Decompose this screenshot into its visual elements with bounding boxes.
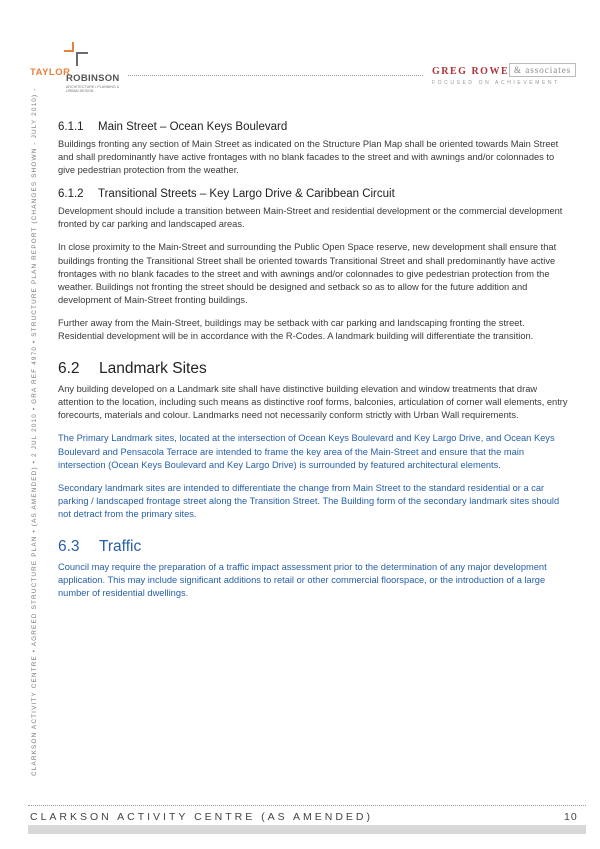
- greg-rowe-logo: GREG ROWE: [432, 66, 510, 77]
- heading-6-3: [58, 538, 570, 556]
- page-number: 10: [564, 811, 578, 823]
- section-number: 6.3: [58, 537, 80, 555]
- logo-name-robinson: ROBINSON: [66, 73, 120, 84]
- paragraph: In close proximity to the Main-Street and surrounding the Public Open Space reserve, new development shall ensure that buildings fronting the Transitional Street shall be oriented towards Transitional Street and shall predominantly have active frontages with no blank facades to the street and with awnings and/or colonnades to give pedestrian protection from the weather. Buildings not fronting the street should be designed and setback so as to allow for the future addition and development of Main-Street fronting buildings.: [58, 242, 557, 305]
- section-title: Transitional Streets – Key Largo Drive & Caribbean Circuit: [98, 188, 395, 201]
- logo-name-taylor: TAYLOR: [30, 67, 71, 78]
- section-title: Landmark Sites: [99, 360, 207, 378]
- page-content: [58, 120, 570, 610]
- paragraph: Further away from the Main-Street, buildings may be setback with car parking and landscaping fronting the street. Residential development will be in accordance with the R-Codes. A landmark building will differentiate the transition.: [58, 317, 534, 342]
- footer-title: CLARKSON ACTIVITY CENTRE (AS AMENDED): [30, 811, 374, 823]
- side-document-reference: CLARKSON ACTIVITY CENTRE • AGREED STRUCTURE PLAN • (AS AMENDED) • 2 JUL 2010 • GRA REF 4970 • STRUCTURE PLAN REPORT (CHANGES SHOWN - JULY 2010) -: [31, 87, 38, 776]
- logo-subline: ARCHITECTURE • PLANNING & URBAN DESIGN: [66, 85, 120, 94]
- section-title: Main Street – Ocean Keys Boulevard: [98, 121, 288, 133]
- heading-6-1-2: [58, 187, 570, 201]
- logo-mark-icon: [64, 42, 88, 68]
- heading-6-1-1: [58, 120, 570, 134]
- associates-box: & associates: [509, 63, 576, 77]
- heading-6-2: [58, 360, 570, 378]
- footer-divider: [28, 805, 586, 806]
- paragraph: Development should include a transition between Main-Street and residential development or the commercial development fronted by car parking and landscaped areas.: [58, 206, 563, 230]
- section-number: 6.1.2: [58, 188, 84, 201]
- taylor-robinson-logo: [30, 40, 140, 98]
- greg-rowe-tagline: FOCUSED ON ACHIEVEMENT: [432, 80, 560, 86]
- section-number: 6.2: [58, 360, 80, 378]
- section-number: 6.1.1: [58, 121, 84, 133]
- paragraph-amended: Secondary landmark sites are intended to differentiate the change from Main Street to the standard residential or a car parking / landscaped frontage street along the Transition Street. The Building form of the secondary landmark sites should not detract from the primary sites.: [58, 482, 560, 519]
- header-divider: [128, 75, 423, 76]
- paragraph-amended: The Primary Landmark sites, located at the intersection of Ocean Keys Boulevard and Key Largo Drive, and Ocean Keys Boulevard and Pensacola Terrace are intended to frame the key area of the Main-Street and ensure that the main intersection (Ocean Keys Boulevard and Key Largo Drive) is surrounded by featured architectural elements.: [58, 433, 555, 470]
- paragraph-amended: Council may require the preparation of a traffic impact assessment prior to the determination of any major development application. This may include significant additions to retail or other commercial floorspace, or the introduction of a large number of residential dwellings.: [58, 561, 547, 599]
- paragraph: Buildings fronting any section of Main Street as indicated on the Structure Plan Map shall be oriented towards Main Street and shall predominantly have active frontages with no blank facades to the street and with awnings and/or colonnades to give pedestrian protection from the weather.: [58, 139, 559, 176]
- paragraph: Any building developed on a Landmark site shall have distinctive building elevation and window treatments that draw attention to the location, including such means as distinctive roof forms, balconies, articulation of corner wall elements, entry forecourts, materials and colour. Landmarks need not necessarily conform strictly with Urban Wall requirements.: [58, 384, 568, 421]
- section-title: Traffic: [99, 537, 142, 555]
- footer-bar: [28, 825, 586, 834]
